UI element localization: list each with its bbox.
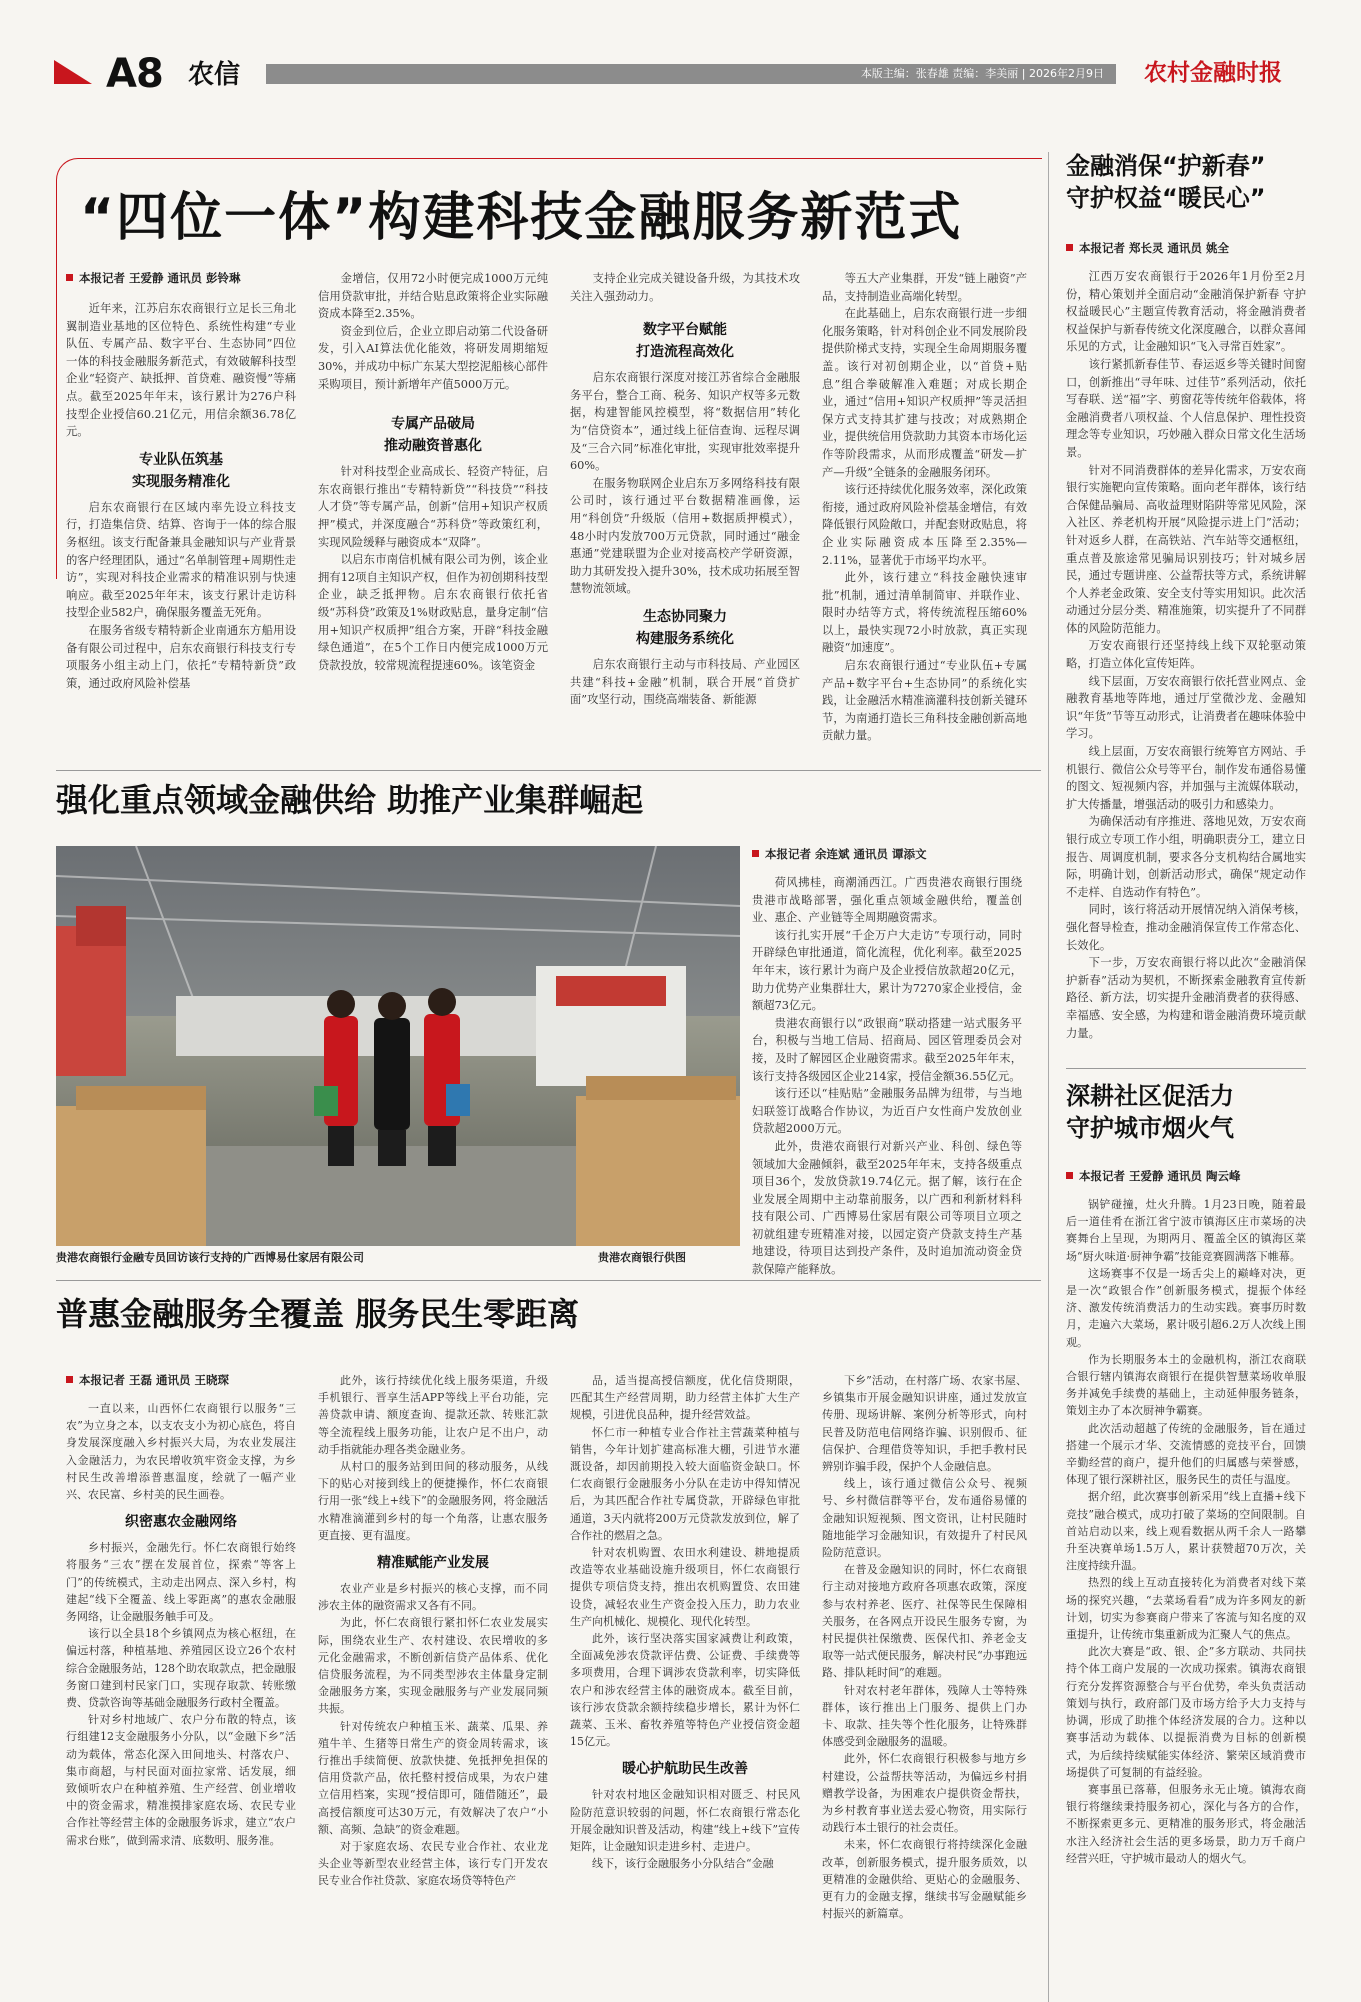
paragraph: 此次活动超越了传统的金融服务，旨在通过搭建一个展示才华、交流情感的竞技平台，回馈辛勤经营的商户，提升他们的归属感与荣誉感，体现了银行深耕社区，服务民生的责任与温度。	[1066, 1421, 1306, 1487]
article3-subhead3: 暖心护航助民生改善	[622, 1761, 748, 1778]
sidebar1-text	[1066, 268, 1306, 1042]
paragraph: 金增信，仅用72小时便完成1000万元纯信用贷款审批，并结合贴息政策将企业实际融资成本降至2.35%。	[318, 272, 548, 321]
paragraph: 启东农商银行通过“专业队伍+专属产品+数字平台+生态协同”的系统化实践，让金融活水精准滴灌科技创新关键环节，为南通打造长三角科技金融创新高地贡献力量。	[822, 659, 1027, 743]
paper-name: 农村金融时报	[1144, 60, 1282, 86]
paragraph: 针对不同消费群体的差异化需求，万安农商银行实施靶向宣传策略。面向老年群体，该行结合保健品骗局、高收益理财陷阱等常见风险，深入社区、养老机构开展“风险提示进上门”活动；针对返乡人群，在高铁站、汽车站等交通枢纽，重点普及旅途常见骗局识别技巧；针对城乡居民，通过专题讲座、公益帮扶等方式，系统讲解个人养老金政策、安全支付等实用知识。此次活动通过分层分类、精准施策，切实提升了不同群体的风险防范能力。	[1066, 463, 1306, 635]
article3-byline: 本报记者 王磊 通讯员 王晓琛	[66, 1372, 229, 1388]
article1-col3-body3	[570, 656, 800, 709]
paragraph: 针对乡村地域广、农户分布散的特点，该行组建12支金融服务小分队，以“金融下乡”活动为载体，常态化深入田间地头、村落农户、集市商超，与村民面对面拉家常、话发展，细致倾听农户在种植养殖、生产经营、创业增收中的资金需求，精准摸排家庭农场、农民专业合作社等经营主体的金融服务诉求，建立“农户需求台账”，做到需求清、底数明、服务准。	[66, 1713, 296, 1847]
article3-col4	[822, 1372, 1027, 1923]
paragraph: 该行以全县18个乡镇网点为核心枢纽，在偏远村落，种植基地、养殖园区设立26个农村综合金融服务站，128个助农取款点，把金融服务窗口建到村民家门口，实现存取款、转账缴费、贷款咨询等基础金融服务行政村全覆盖。	[66, 1627, 296, 1710]
paragraph: 此外，该行坚决落实国家减费让利政策，全面减免涉农贷款评估费、公证费、手续费等多项费用，合理下调涉农贷款利率，切实降低农户和涉农经营主体的融资成本。截至目前，该行涉农贷款余额持续稳步增长，累计为怀仁蔬菜、玉米、畜牧养殖等特色产业授信资金超15亿元。	[570, 1632, 800, 1749]
paragraph: 荷风拂桂，商潮涌西江。广西贵港农商银行围绕贵港市战略部署，强化重点领域金融供给，覆盖创业、惠企、产业链等全周期融资需求。	[752, 876, 1022, 925]
paragraph: 线下，该行金融服务小分队结合“金融	[592, 1857, 774, 1871]
article1-col3-body2	[570, 369, 800, 598]
paragraph: 线上层面，万安农商银行统筹官方网站、手机银行、微信公众号等平台，制作发布通俗易懂的图文、短视频内容，并加强与主流媒体联动，扩大传播量，增强活动的吸引力和感染力。	[1066, 745, 1306, 811]
article3-col3	[570, 1372, 800, 1872]
sidebar2-byline: 本报记者 王爱静 通讯员 陶云峰	[1066, 1168, 1241, 1184]
paragraph: 该行还持续优化服务效率，深化政策衔接，通过政府风险补偿基金增信，有效降低银行风险敞口，并配套财政贴息，将企业实际融资成本压降至2.35%—2.11%，显著优于市场平均水平。	[822, 483, 1027, 567]
paragraph: 线下层面，万安农商银行依托营业网点、金融教育基地等阵地，通过厅堂微沙龙、金融知识“年货”节等互动形式，让消费者在趣味体验中学习。	[1066, 674, 1306, 741]
article3-col1	[66, 1400, 296, 1849]
paragraph: 江西万安农商银行于2026年1月份至2月份，精心策划并全面启动“金融消保护新春 守护权益暖民心”主题宣传教育活动，将金融消费者权益保护与新春传统文化深度融合，以群众喜闻乐见的方式，让金融知识“飞入寻常百姓家”。	[1066, 270, 1306, 354]
section-name: 农信	[188, 60, 241, 90]
article1-col3	[570, 270, 800, 709]
article3-col4-body	[822, 1372, 1027, 1923]
paragraph: 同时，该行将活动开展情况纳入消保考核，强化督导检查，推动金融消保宣传工作常态化、长效化。	[1066, 903, 1306, 952]
article1-col3-body	[570, 270, 800, 305]
article1-subhead3: 数字平台赋能 打造流程高效化	[636, 322, 734, 361]
article3-col3-body2	[570, 1786, 800, 1872]
page-header	[54, 51, 1304, 97]
paragraph: 近年来，江苏启东农商银行立足长三角北翼制造业基地的区位特色、系统性构建“专业队伍、专属产品、数字平台、生态协同”四位一体的科技金融服务新范式，有效破解科技型企业“轻资产、缺抵押、首贷难、融资慢”等痛点。截至2025年年末，该行累计为276户科技型企业授信60.21亿元，用信余额36.78亿元。	[66, 302, 296, 439]
paragraph: 此外，该行建立“科技金融快速审批”机制，通过清单制简审、并联作业、限时办结等方式，将传统流程压缩60%以上，最快实现72小时放款，真正实现融资“加速度”。	[822, 571, 1027, 655]
paragraph: 乡村振兴，金融先行。怀仁农商银行始终将服务“三农”摆在发展首位，探索“等客上门”的传统模式，主动走出网点、深入乡村，构建起“线下全覆盖、线上零距离”的惠农金融服务网络，让金融服务触手可及。	[66, 1541, 296, 1624]
paragraph: 启东农商银行深度对接江苏省综合金融服务平台，整合工商、税务、知识产权等多元数据，构建智能风控模型，将“数据信用”转化为“信贷资本”，通过线上征信查询、远程尽调及“三合六同”标准化审批，实现审批效率提升60%。	[570, 371, 800, 473]
paragraph: 针对传统农户种植玉米、蔬菜、瓜果、养殖牛羊、生猪等日常生产的资金周转需求，该行推出手续简便、放款快捷、免抵押免担保的信用贷款产品，依托整村授信成果，为农户建立信用档案，实现“授信即可，随借随还”，最高授信额度可达30万元，有效解决了农户“小额、高频、急缺”的资金难题。	[318, 1719, 548, 1836]
article3-col1-body	[66, 1539, 296, 1849]
paragraph: 启东农商银行在区域内率先设立科技支行，打造集信贷、结算、咨询于一体的综合服务枢纽。该支行配备兼具金融知识与产业背景的客户经理团队，通过“名单制管理+周期性走访”，实现对科技企业需求的精准识别与快速响应。截至2025年年末，该支行累计走访科技型企业582户，确保服务覆盖无死角。	[66, 500, 296, 620]
paragraph: 此外，该行持续优化线上服务渠道，升级手机银行、晋享生活APP等线上平台功能，完善贷款申请、额度查询、提款还款、转账汇款等全流程线上服务功能，让农户足不出户，动动手指就能办理各类金融业务。	[318, 1374, 548, 1456]
factory-photo-icon	[56, 846, 740, 1246]
paragraph: 作为长期服务本土的金融机构，浙江农商联合银行辖内镇海农商银行在提供智慧菜场收单服务并减免手续费的基础上，主动延伸服务链条，策划主办了本次厨神争霸赛。	[1066, 1352, 1306, 1418]
paragraph: 未来，怀仁农商银行将持续深化金融改革，创新服务模式，提升服务质效，以更精准的金融供给、更贴心的金融服务、更有力的金融支撑，继续书写金融赋能乡村振兴的新篇章。	[822, 1838, 1027, 1921]
sidebar1-body	[1066, 268, 1306, 1042]
paragraph: 为确保活动有序推进、落地见效，万安农商银行成立专项工作小组，明确职责分工，建立日报告、周调度机制，要求各分支机构结合属地实际，明确计划，创新活动形式，确保“规定动作不走样、自选动作有特色”。	[1066, 815, 1306, 899]
paragraph: 在此基础上，启东农商银行进一步细化服务策略，针对科创企业不同发展阶段提供阶梯式支持，实现全生命周期服务覆盖。该行对初创期企业，以“首贷+贴息”组合拳破解准入难题；对成长期企业，通过“信用+知识产权质押”等灵活担保方式支持其扩建与技改；对成熟期企业，提供统信用贷款助力其资本市场化运作等阶段需求，从而形成覆盖“研发—扩产—升级”全链条的金融服务闭环。	[822, 307, 1027, 479]
article3-col2-body2	[318, 1580, 548, 1890]
paragraph: 一直以来，山西怀仁农商银行以服务“三农”为立身之本，以支农支小为初心底色，将自身发展深度融入乡村振兴大局，为农业发展注入金融活力，为农民增收筑牢资金支撑，为乡村民生改善增添普惠温度，绘就了一幅产业兴、农民富、乡村美的民生画卷。	[66, 1402, 296, 1502]
editor-meta: 本版主编：张春雄 责编：李美丽 | 2026年2月9日	[860, 67, 1104, 80]
article1-col2-body2	[318, 463, 548, 674]
paragraph: 热烈的线上互动直接转化为消费者对线下菜场的探究兴趣，“去菜场看看”成为许多网友的新计划，切实为参赛商户带来了客流与知名度的双重提升，让传统市集重新成为汇聚人气的焦点。	[1066, 1576, 1306, 1642]
paragraph: 以启东市南信机械有限公司为例，该企业拥有12项自主知识产权，但作为初创期科技型企业，缺乏抵押物。启东农商银行依托省级“苏科贷”政策及1%财政贴息，量身定制“信用+知识产权质押”组合方案，开辟“科技金融绿色通道”，在5个工作日内便完成1000万元贷款投放，较常规流程提速60%。该笔资金	[318, 553, 548, 672]
article1-col1	[66, 300, 296, 692]
article1-subhead4: 生态协同聚力 构建服务系统化	[636, 608, 734, 647]
paragraph: 对于家庭农场、农民专业合作社、农业龙头企业等新型农业经营主体，该行专门开发农民专业合作社贷款、家庭农场贷等特色产	[318, 1840, 548, 1888]
paragraph: 这场赛事不仅是一场舌尖上的巅峰对决，更是一次“政银合作”创新服务模式，提振个体经济、激发传统消费活力的生动实践。赛事历时数月，走遍六大菜场，累计吸引超6.2万人次线上围观。	[1066, 1266, 1306, 1349]
sidebar1-title: 金融消保“护新春” 守护权益“暖民心”	[1066, 152, 1266, 212]
sidebar2-body	[1066, 1196, 1306, 1867]
article1-subhead1: 专业队伍筑基 实现服务精准化	[132, 451, 230, 490]
sidebar2-title: 深耕社区促活力 守护城市烟火气	[1066, 1082, 1234, 1142]
article2-top-rule	[56, 770, 1041, 771]
paragraph: 启东农商银行主动与市科技局、产业园区共建“科技+金融”机制，联合开展“首贷扩面”攻坚行动，围绕高端装备、新能源	[570, 657, 800, 707]
paragraph: 针对农村地区金融知识相对匮乏、村民风险防范意识较弱的问题，怀仁农商银行常态化开展金融知识普及活动，构建“线上+线下”宣传矩阵，让金融知识走进乡村、走进户。	[570, 1788, 800, 1854]
article3-top-rule	[56, 1280, 1041, 1281]
paragraph: 该行扎实开展“千企万户大走访”专项行动，同时开辟绿色审批通道，简化流程，优化利率。截至2025年年末，该行累计为商户及企业授信放款超20亿元，助力优势产业集群壮大，累计为7270家企业授信，金额超73亿元。	[752, 928, 1022, 1013]
paragraph: 等五大产业集群，开发“链上融资”产品，支持制造业高端化转型。	[822, 272, 1027, 303]
sidebar-divider	[1048, 152, 1049, 2002]
paragraph: 此外，怀仁农商银行积极参与地方乡村建设，公益帮扶等活动，为偏远乡村捐赠教学设备，为困难农户提供资金帮扶，为乡村教育事业送去爱心物资，用实际行动践行本土银行的社会责任。	[822, 1752, 1027, 1835]
article1-col1-body	[66, 499, 296, 693]
sidebar1-byline: 本报记者 郑长灵 通讯员 姚全	[1066, 240, 1229, 256]
paragraph: 贵港农商银行以“政银商”联动搭建一站式服务平台，积极与当地工信局、招商局、园区管理委员会对接，及时了解园区企业融资需求。截至2025年年末，该行支持各级园区企业214家，授信金额36.55亿元。	[752, 1016, 1022, 1083]
paragraph: 此外，贵港农商银行对新兴产业、科创、绿色等领域加大金融倾斜，截至2025年年末，支持各级重点项目36个，发放贷款19.74亿元。据了解，该行在企业发展全周期中主动靠前服务，以广西和利新材料科技有限公司、广西博易仕家居有限公司等项目立项之初就组建专班精准对接，以园定资产贷款支持生产基地建设，待项目达到投产条件，及时追加流动资金贷款保障产能释放。	[752, 1139, 1022, 1277]
sidebar2-top-rule	[1066, 1068, 1306, 1069]
photo-caption: 贵港农商银行金融专员回访该行支持的广西博易仕家居有限公司	[56, 1251, 364, 1264]
sidebar2-text	[1066, 1196, 1306, 1867]
paragraph: 针对农村老年群体，残障人士等特殊群体，该行推出上门服务、提供上门办卡、取款、挂失等个性化服务，让特殊群体感受到金融服务的温暖。	[822, 1683, 1027, 1749]
article2-text	[752, 874, 1022, 1279]
paragraph: 下一步，万安农商银行将以此次“金融消保护新春”活动为契机，不断探索金融教育宣传新路径、新方法，切实提升金融消费者的获得感、幸福感、安全感，为构建和谐金融消费环境贡献力量。	[1066, 956, 1306, 1040]
paragraph: 为此，怀仁农商银行紧扣怀仁农业发展实际，围绕农业生产、农村建设、农民增收的多元化金融需求，不断创新信贷产品体系、优化信贷服务流程，为不同类型涉农主体量身定制金融服务方案，实现金融服务与产业发展同频共振。	[318, 1616, 548, 1716]
article3-lead	[66, 1400, 296, 1503]
article1-title: “四位一体”构建科技金融服务新范式	[80, 188, 963, 248]
article3-subhead1: 织密惠农金融网络	[125, 1514, 237, 1531]
paragraph: 针对农机购置、农田水利建设、耕地提质改造等农业基础设施升级项目，怀仁农商银行提供专项信贷支持，推出农机购置贷、农田建设贷，减轻农业生产资金投入压力，助力农业生产向机械化、规模化、现代化转型。	[570, 1546, 800, 1628]
article1-subhead2: 专属产品破局 推动融资普惠化	[384, 416, 482, 455]
article3-col2-body	[318, 1372, 548, 1544]
paragraph: 品，适当提高授信额度，优化信贷期限，匹配其生产经营周期，助力经营主体扩大生产规模，引进优良品种，提升经营效益。	[570, 1374, 800, 1422]
paragraph: 该行还以“桂贴贴”金融服务品牌为纽带，与当地妇联签订战略合作协议，为近百户女性商户发放创业贷款超2000万元。	[752, 1087, 1022, 1136]
article1-col2	[318, 270, 548, 674]
page-number: A8	[106, 51, 163, 97]
paragraph: 针对科技型企业高成长、轻资产特征，启东农商银行推出“专精特新贷”“科技贷”“科技人才贷”等专属产品，创新“信用+知识产权质押”模式，并深度融合“苏科贷”等政策红利，实现风险缓释与融资成本“双降”。	[318, 465, 548, 549]
paragraph: 锅铲碰撞，灶火升腾。1月23日晚，随着最后一道佳肴在浙江省宁波市镇海区庄市菜场的决赛舞台上呈现，为期两月、覆盖全区的镇海区菜场“厨火味道·厨神争霸”技能竞赛圆满落下帷幕。	[1066, 1198, 1306, 1263]
paragraph: 该行紧抓新春佳节、春运返乡等关键时间窗口，创新推出“寻年味、过佳节”系列活动，依托写春联、送“福”字、剪窗花等传统年俗载体，将金融消费者八项权益、个人信息保护、理性投资理念等专业知识，巧妙融入群众日常文化生活场景。	[1066, 357, 1306, 459]
article1-col4-body	[822, 270, 1027, 745]
article2-body	[752, 874, 1022, 1279]
article3-subhead2: 精准赋能产业发展	[377, 1555, 489, 1572]
paragraph: 下乡”活动，在村落广场、农家书屋、乡镇集市开展金融知识讲座，通过发放宣传册、现场讲解、案例分析等形式，向村民普及防范电信网络诈骗、识别假币、征信保护、合理借贷等知识，手把手教村民辨别诈骗手段，保护个人金融信息。	[822, 1374, 1027, 1474]
paragraph: 在服务省级专精特新企业南通东方船用设备有限公司过程中，启东农商银行科技支行专项服务小组主动上门，依托“专精特新贷”政策，通过政府风险补偿基	[66, 623, 296, 690]
article1-col4	[822, 270, 1027, 745]
article2-title: 强化重点领域金融供给 助推产业集群崛起	[56, 781, 644, 819]
paragraph: 赛事虽已落幕，但服务永无止境。镇海农商银行将继续秉持服务初心，深化与各方的合作，不断探索更多元、更精准的服务形式，将金融活水注入经济社会生活的更多场景，助力万千商户经营兴旺，守护城市最动人的烟火气。	[1066, 1782, 1306, 1865]
paragraph: 从村口的服务站到田间的移动服务，从线下的贴心对接到线上的便捷操作，怀仁农商银行用一张“线上+线下”的金融服务网，将金融活水精准滴灌到乡村的每一个角落，让惠农服务更直接、更有温度。	[318, 1460, 548, 1542]
paragraph: 资金到位后，企业立即启动第二代设备研发，引入AI算法优化能效，将研发周期缩短30%，并成功中标广东某大型挖泥船核心部件采购项目，预计新增年产值5000万元。	[318, 324, 548, 391]
paragraph: 在普及金融知识的同时，怀仁农商银行主动对接地方政府各项惠农政策，深度参与农村养老、医疗、社保等民生保障相关服务，在各网点开设民生服务专窗，为村民提供社保缴费、医保代扣、养老金支取等一站式便民服务，解决村民“办事跑远路、排队耗时间”的难题。	[822, 1563, 1027, 1680]
article1-col2-body	[318, 270, 548, 393]
article3-col2	[318, 1372, 548, 1890]
article1-lead	[66, 300, 296, 441]
photo-credit: 贵港农商银行供图	[598, 1251, 686, 1264]
paragraph: 此次大赛是“政、银、企”多方联动、共同扶持个体工商户发展的一次成功探索。镇海农商银行充分发挥资源整合与平台优势，牵头负责活动策划与执行，政府部门及市场方给予大力支持与协调，形成了助推个体经济发展的合力。这种以赛事活动为载体、以提振消费为目标的创新模式，为后续持续赋能实体经济、繁荣区域消费市场提供了可复制的有益经验。	[1066, 1645, 1306, 1779]
paragraph: 万安农商银行还坚持线上线下双轮驱动策略，打造立体化宣传矩阵。	[1066, 639, 1306, 671]
article2-photo	[56, 846, 740, 1246]
article3-title: 普惠金融服务全覆盖 服务民生零距离	[56, 1295, 580, 1333]
paragraph: 在服务物联网企业启东万多网络科技有限公司时，该行通过平台数据精准画像，运用“科创贷”升级版（信用+数据质押模式），48小时内发放700万元贷款，同时通过“融金惠通”党建联盟为企业对接高校产学研资源，助力其研发投入提升30%，技术成功拓展至智慧物流领域。	[570, 476, 800, 596]
paragraph: 据介绍，此次赛事创新采用“线上直播+线下竞技”融合模式，成功打破了菜场的空间限制。自首站启动以来，线上观看数据从两千余人一路攀升至决赛单场1.5万人，累计获赞超70万次，关注度持续升温。	[1066, 1490, 1306, 1573]
article2-byline: 本报记者 余连斌 通讯员 谭添文	[752, 846, 927, 862]
header-bar	[266, 64, 1116, 84]
paragraph: 支持企业完成关键设备升级，为其技术攻关注入强劲动力。	[570, 272, 800, 303]
paragraph: 怀仁市一种植专业合作社主营蔬菜种植与销售，今年计划扩建高标准大棚，引进节水灌溉设备，却因前期投入较大面临资金缺口。怀仁农商银行金融服务小分队在走访中得知情况后，为其匹配合作社专属贷款，开辟绿色审批通道，3天内就将200万元贷款发放到位，解了合作社的燃眉之急。	[570, 1425, 800, 1542]
paragraph: 线上，该行通过微信公众号、视频号、乡村微信群等平台，发布通俗易懂的金融知识短视频、图文资讯，让村民随时随地能学习金融知识，有效提升了村民风险防范意识。	[822, 1477, 1027, 1560]
article1-byline: 本报记者 王爱静 通讯员 彭铃琳	[66, 270, 241, 286]
paragraph: 农业产业是乡村振兴的核心支撑，而不同涉农主体的融资需求又各有不同。	[318, 1582, 548, 1613]
header-triangle-icon	[54, 60, 92, 84]
article3-col3-body	[570, 1372, 800, 1750]
